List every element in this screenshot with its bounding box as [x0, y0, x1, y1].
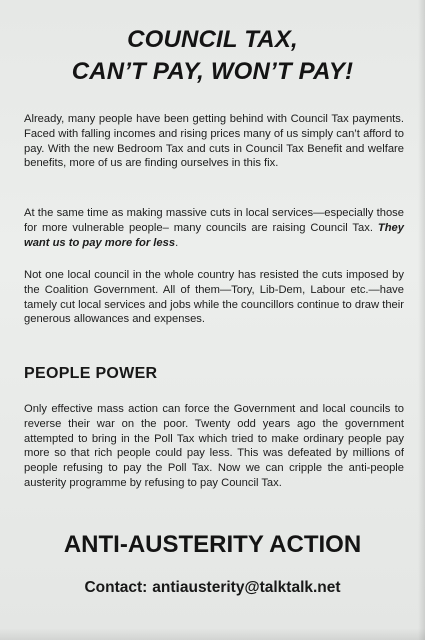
contact-email: antiausterity@talktalk.net: [152, 579, 341, 596]
paragraph-cuts-emphasis: They want us to pay more for less: [24, 221, 404, 249]
paragraph-cuts-text: At the same time as making massive cuts in local services—especially those for more vulnerable people– many councils are raising Council Tax.: [24, 207, 404, 234]
paragraph-mass-action: Only effective mass action can force the Government and local councils to reverse their war on the poor. Twenty odd years ago the government attempted to bring in the Poll Tax which tried to make ordinary people pay more so that rich people could pay less. This was defeated by millions of people refusing to pay the Poll Tax. Now we can cripple the anti-people austerity programme by refusing to pay Council Tax.: [24, 403, 404, 489]
subheading-people-power: PEOPLE POWER: [24, 365, 158, 382]
headline: [0, 24, 425, 88]
paper-edge-shadow: [418, 0, 425, 640]
paragraph-cuts-and-rises: [24, 206, 404, 250]
paragraph-councils-complicit: Not one local council in the whole country has resisted the cuts imposed by the Coalition Government. All of them—Tory, Lib-Dem, Labour etc.—have tamely cut local services and jobs while the councillors continue to draw their generous allowances and expenses.: [24, 269, 404, 326]
paper-bottom-shadow: [0, 628, 425, 640]
headline-line-2: CAN’T PAY, WON’T PAY!: [71, 58, 354, 85]
contact-label: Contact:: [84, 579, 148, 596]
contact-line: [0, 578, 425, 598]
paragraph-cuts-end: .: [175, 236, 179, 249]
paragraph-council-tax-arrears: Already, many people have been getting behind with Council Tax payments. Faced with falling incomes and rising prices many of us simply can’t afford to pay. With the new Bedroom Tax and cuts in Council Tax Benefit and welfare benefits, more of us are finding ourselves in this fix.: [24, 113, 404, 170]
organization-name: ANTI-AUSTERITY ACTION: [63, 531, 362, 558]
headline-line-1: COUNCIL TAX,: [127, 26, 298, 53]
